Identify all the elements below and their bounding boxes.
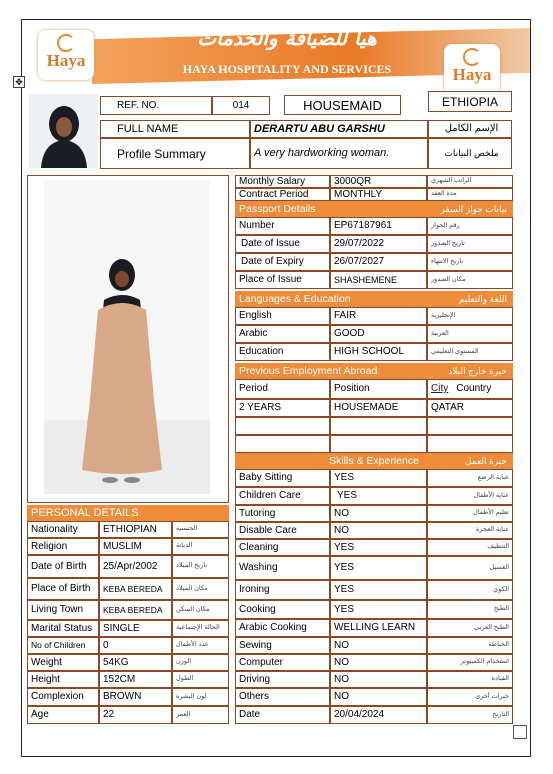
personal-value: SINGLE [99, 620, 172, 637]
passport-title: Passport Details [239, 203, 316, 215]
skill-label-ar: الغسيل [427, 556, 513, 580]
salary-label-ar: الراتب الشهري [427, 175, 513, 188]
skill-label: Ironing [235, 580, 330, 600]
ref-value: 014 [212, 96, 270, 115]
personal-label-ar: الوزن [172, 654, 229, 671]
full-name-ar: الإسم الكامل [428, 120, 512, 138]
haya-logo-right [444, 44, 500, 94]
skill-label: Children Care [235, 487, 330, 505]
skill-value: YES [330, 539, 427, 556]
employment-position [330, 417, 427, 435]
language-label: Arabic [235, 325, 330, 343]
personal-value: 0 [99, 637, 172, 654]
language-value: HIGH SCHOOL [330, 343, 427, 361]
language-label: Education [235, 343, 330, 361]
personal-header [27, 505, 229, 521]
corner-checkbox[interactable] [513, 725, 527, 739]
skill-value: NO [330, 654, 427, 671]
skill-value: NO [330, 671, 427, 688]
salary-value: 3000QR [330, 175, 427, 188]
personal-label: Date of Birth [27, 555, 99, 578]
personal-label: Age [27, 706, 99, 724]
skill-label-ar: خبرات أخرى [427, 688, 513, 706]
skill-label-ar: الكوي [427, 580, 513, 600]
employment-col-position: Position [330, 379, 427, 399]
employment-col-city: City [431, 383, 449, 394]
passport-header [235, 201, 513, 217]
skill-value: NO [330, 637, 427, 654]
skill-label-ar: عناية العجزة [427, 522, 513, 539]
skills-title-ar: خبرة العمل [464, 455, 507, 466]
passport-label-ar: تاريخ الانتهاء [427, 253, 513, 271]
skill-label-ar: عناية الرضع [427, 469, 513, 487]
skill-label-ar: الطبخ [427, 600, 513, 619]
personal-value: KEBA BEREDA [99, 578, 172, 600]
personal-label-ar: مكان الميلاد [172, 578, 229, 600]
skill-value: YES [330, 556, 427, 580]
passport-value: SHASHEMENE [330, 271, 427, 289]
logo-text: Haya [46, 51, 86, 70]
skill-value: YES [330, 600, 427, 619]
skill-label: Baby Sitting [235, 469, 330, 487]
passport-label: Number [235, 217, 330, 235]
table-move-handle-icon[interactable]: ✥ [13, 76, 25, 88]
english-title: HAYA HOSPITALITY AND SERVICES [182, 62, 392, 76]
full-name-label: FULL NAME [100, 120, 250, 138]
personal-label: Marital Status [27, 620, 99, 637]
passport-label: Date of Issue [235, 235, 330, 253]
personal-value: BROWN [99, 688, 172, 706]
languages-title: Languages & Education [239, 293, 351, 305]
skill-value: YES [330, 580, 427, 600]
skill-value: NO [330, 688, 427, 706]
skill-value: YES [330, 469, 427, 487]
profile-photo-frame [27, 175, 229, 503]
skill-label: Tutoring [235, 505, 330, 522]
header-banner [22, 20, 530, 90]
employment-period: 2 YEARS [235, 399, 330, 417]
passport-value: 26/07/2027 [330, 253, 427, 271]
skill-label-ar: استخدام الكمبيوتر [427, 654, 513, 671]
language-value: FAIR [330, 307, 427, 325]
personal-label: Living Town [27, 600, 99, 620]
skill-label-ar: التاريخ [427, 706, 513, 724]
language-label-ar: العربية [427, 325, 513, 343]
full-name-value: DERARTU ABU GARSHU [250, 120, 428, 138]
profile-photo-small [29, 94, 98, 168]
job-title: HOUSEMAID [284, 95, 401, 115]
skill-value: NO [330, 522, 427, 539]
summary-label: Profile Summary [100, 138, 250, 169]
personal-value: KEBA BEREDA [99, 600, 172, 620]
country-badge: ETHIOPIA [428, 91, 512, 112]
passport-label-ar: رقم الجواز [427, 217, 513, 235]
haya-logo-left [38, 30, 94, 80]
employment-period [235, 417, 330, 435]
personal-label: Religion [27, 538, 99, 555]
summary-ar: ملخص البيانات [428, 138, 512, 169]
personal-label: Complexion [27, 688, 99, 706]
salary-label-ar: مدة العقد [427, 188, 513, 201]
skill-label: Date [235, 706, 330, 724]
cv-page [15, 19, 531, 757]
skill-label: Sewing [235, 637, 330, 654]
passport-label-ar: مكان الصدور [427, 271, 513, 289]
personal-label-ar: تاريخ الميلاد [172, 555, 229, 578]
employment-header [235, 363, 513, 379]
logo-swirl-icon [57, 34, 75, 52]
employment-period [235, 435, 330, 453]
employment-col-country: Country [456, 383, 492, 394]
skill-label: Washing [235, 556, 330, 580]
passport-value: 29/07/2022 [330, 235, 427, 253]
skill-value: WELLING LEARN [330, 619, 427, 637]
skill-label-ar: الطبخ العربي [427, 619, 513, 637]
employment-title: Previous Employment Abroad [239, 365, 378, 377]
employment-position [330, 435, 427, 453]
personal-value: 54KG [99, 654, 172, 671]
skill-label: Cleaning [235, 539, 330, 556]
personal-title: PERSONAL DETAILS [31, 507, 139, 519]
salary-label: Monthly Salary [235, 175, 330, 188]
languages-title-ar: اللغة والتعليم [458, 293, 507, 304]
personal-value: MUSLIM [99, 538, 172, 555]
employment-country [427, 435, 513, 453]
personal-value: 22 [99, 706, 172, 724]
personal-value: 25/Apr/2002 [99, 555, 172, 578]
skills-title: Skills & Experience [329, 455, 419, 467]
skill-label-ar: التنظيف [427, 539, 513, 556]
skill-value: NO [330, 505, 427, 522]
personal-label: Height [27, 671, 99, 688]
skill-label-ar: الخياطة [427, 637, 513, 654]
personal-label-ar: الطول [172, 671, 229, 688]
arabic-title: هيا للضيافة والخدمات [197, 26, 377, 50]
passport-value: EP67187961 [330, 217, 427, 235]
skills-header [235, 453, 513, 469]
profile-photo-large [44, 180, 210, 494]
employment-country: QATAR [427, 399, 513, 417]
salary-label: Contract Period [235, 188, 330, 201]
passport-title-ar: بيانات جواز السفر [440, 203, 507, 214]
personal-label-ar: عدد الأطفال [172, 637, 229, 654]
skill-label: Cooking [235, 600, 330, 619]
employment-position: HOUSEMADE [330, 399, 427, 417]
passport-label-ar: تاريخ الصدور [427, 235, 513, 253]
language-value: GOOD [330, 325, 427, 343]
passport-label: Place of Issue [235, 271, 330, 289]
skill-label-ar: القيادة [427, 671, 513, 688]
languages-header [235, 291, 513, 307]
ref-label: REF. NO. [100, 96, 212, 115]
skill-label: Arabic Cooking [235, 619, 330, 637]
logo-text: Haya [452, 65, 492, 84]
passport-label: Date of Expiry [235, 253, 330, 271]
salary-value: MONTHLY [330, 188, 427, 201]
personal-label-ar: الجنسية [172, 521, 229, 538]
logo-swirl-icon [463, 48, 481, 66]
personal-label: No of Children [27, 637, 99, 654]
personal-label: Place of Birth [27, 578, 99, 600]
personal-label-ar: مكان السكن [172, 600, 229, 620]
skill-label: Others [235, 688, 330, 706]
personal-label-ar: العمر [172, 706, 229, 724]
personal-label: Weight [27, 654, 99, 671]
skill-label-ar: تعليم الأطفال [427, 505, 513, 522]
employment-col-city-country [427, 379, 513, 399]
language-label: English [235, 307, 330, 325]
personal-label: Nationality [27, 521, 99, 538]
language-label-ar: الإنجليزية [427, 307, 513, 325]
employment-col-period: Period [235, 379, 330, 399]
personal-label-ar: لون البشرة [172, 688, 229, 706]
employment-title-ar: خبرة خارج البلاد [448, 365, 507, 376]
skill-value: 20/04/2024 [330, 706, 427, 724]
language-label-ar: المستوى التعليمي [427, 343, 513, 361]
employment-country [427, 417, 513, 435]
skill-label: Disable Care [235, 522, 330, 539]
personal-value: ETHIOPIAN [99, 521, 172, 538]
skill-label-ar: عناية الأطفال [427, 487, 513, 505]
skill-value: YES [330, 487, 427, 505]
skill-label: Computer [235, 654, 330, 671]
summary-value: A very hardworking woman. [250, 138, 428, 169]
personal-value: 152CM [99, 671, 172, 688]
personal-label-ar: الديانة [172, 538, 229, 555]
skill-label: Driving [235, 671, 330, 688]
personal-label-ar: الحالة الإجتماعية [172, 620, 229, 637]
